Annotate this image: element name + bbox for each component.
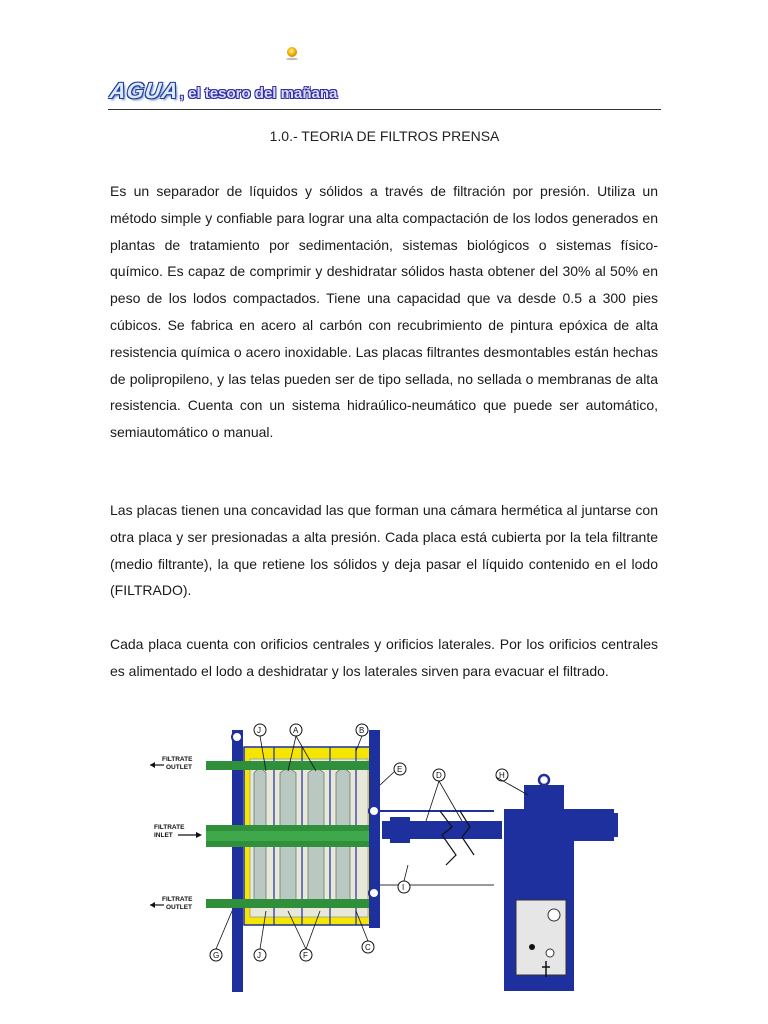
head-plate-roller-bottom <box>369 888 379 898</box>
logo-tagline: , el tesoro del mañana <box>179 85 338 102</box>
logo-word: AGUA <box>108 78 181 103</box>
paragraph-orifices: Cada placa cuenta con orificios centrales y orificios laterales. Por los orificios centrales es alimentado el lodo a deshidratar y los laterales sirven para evacuar el filtrado. <box>110 636 658 679</box>
cylinder-mount <box>524 785 564 811</box>
head-plate-roller-top <box>369 806 379 816</box>
page-header <box>108 40 661 112</box>
page-title: 1.0.- TEORIA DE FILTROS PRENSA <box>269 128 500 144</box>
label-filtrate-outlet-bottom-line2: OUTLET <box>166 904 192 911</box>
label-filtrate-outlet-top-line1: FILTRATE <box>162 756 193 763</box>
callout-a: A <box>293 726 299 735</box>
label-filtrate-outlet-bottom-line1: FILTRATE <box>162 896 193 903</box>
filter-press-diagram <box>144 715 622 997</box>
sun-icon <box>284 45 300 61</box>
paragraph-intro: Es un separador de líquidos y sólidos a través de filtración por presión. Utiliza un método simple y confiable para lograr una alta compactación de los lodos generados en plantas de tratamiento por sedimentación, sistemas biológicos o sistemas físico-químico. Es capaz de comprimir y deshidratar sólidos hasta obtener del 30% al 50% en peso de los lodos compactados. Tiene una capacidad que va desde 0.5 a 300 pies cúbicos. Se fabrica en acero al carbón con recubrimiento de pintura epóxica de alta resistencia química o acero inoxidable. Las placas filtrantes desmontables están hechas de polipropileno, y las telas pueden ser de tipo sellada, no sellada o membranas de alta resistencia. Cuenta con un sistema hidraúlico-neumático que puede ser automático, semiautomático o manual. <box>110 183 658 441</box>
callout-e: E <box>397 765 403 774</box>
left-column-top-eye <box>232 732 242 742</box>
callout-g: G <box>213 951 220 960</box>
cylinder-endcap <box>610 813 618 837</box>
valve-knob-icon <box>546 949 554 957</box>
control-knob-icon <box>529 944 535 950</box>
filter-press-drawing <box>144 715 622 997</box>
callout-c: C <box>365 943 371 952</box>
bottom-outlet-pipe <box>206 899 372 908</box>
center-inlet-core <box>206 831 372 841</box>
header-divider <box>108 109 661 110</box>
callout-i: I <box>402 883 405 892</box>
callout-f: F <box>303 951 308 960</box>
site-logo <box>110 78 337 108</box>
label-filtrate-inlet-line1: FILTRATE <box>154 824 185 831</box>
pressure-gauge-icon <box>548 909 560 921</box>
callout-j-bottom: J <box>257 951 261 960</box>
paragraph-plates: Las placas tienen una concavidad las que forman una cámara hermética al juntarse con otra placa y ser presionadas a alta presión. Cada placa está cubierta por la tela filtrante (medio filtrante), la que retiene los sólidos y deja pasar el líquido contenido en el lodo (FILTRADO). <box>110 502 658 599</box>
callout-j-top: J <box>257 726 261 735</box>
callout-b: B <box>359 726 365 735</box>
ram-coupling <box>390 817 410 843</box>
lifting-eye <box>539 775 549 785</box>
callout-h: H <box>499 771 505 780</box>
hydraulic-cylinder <box>504 809 614 841</box>
label-filtrate-inlet-line2: INLET <box>154 832 173 839</box>
label-filtrate-outlet-top-line2: OUTLET <box>166 764 192 771</box>
callout-d: D <box>436 771 442 780</box>
